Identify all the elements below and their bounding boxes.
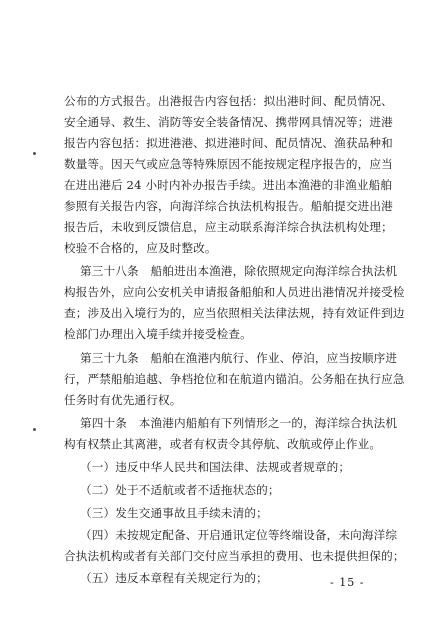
page-number: - 15 - (330, 576, 365, 589)
text-line: 构报告外，应向公安机关申请报备船舶和人员进出港情况并接受检 (64, 285, 405, 299)
text-line: 校验不合格的，应及时整改。 (64, 241, 217, 255)
text-line: 报告内容包括：拟进港港、拟进港时间、配员情况、渔获品种和 (64, 136, 393, 150)
text-line: 查；涉及出入境行为的，应当依照相关法律法规，持有效证件到边 (64, 306, 405, 320)
list-item-2: （二）处于不适航或者不适拖状态的； (80, 483, 280, 497)
text-line: 合执法机构或者有关部门交付应当承担的费用、也未提供担保的； (64, 549, 405, 563)
text-line: 公布的方式报告。出港报告内容包括：拟出港时间、配员情况、 (64, 94, 393, 108)
text-line: 安全通导、救生、消防等安全装备情况、携带网具情况等；进港 (64, 115, 393, 129)
text-line: 行，严禁船舶追越、争档抢位和在航道内锚泊。公务船在执行应急 (64, 372, 405, 386)
text-line: 构有权禁止其离港，或者有权责令其停航、改航或停止作业。 (64, 437, 382, 451)
text-line: 参照有关报告内容，向海洋综合执法机构报告。船舶提交进出港 (64, 199, 393, 213)
list-item-4: （四）未按规定配备、开启通讯定位等终端设备，未向海洋综 (80, 528, 398, 542)
article-39-heading-line: 第三十九条 船舶在渔港内航行、作业、停泊，应当按顺序进 (80, 351, 398, 365)
list-item-3: （三）发生交通事故且手续未清的； (80, 506, 268, 520)
list-item-1: （一）违反中华人民共和国法律、法规或者规章的； (80, 460, 351, 474)
article-40-heading-line: 第四十条 本渔港内船舶有下列情形之一的，海洋综合执法机 (80, 416, 398, 430)
text-line: 任务时有优先通行权。 (64, 393, 182, 407)
scan-mark (33, 152, 36, 155)
scan-mark (33, 428, 36, 431)
text-line: 数量等。因天气或应急等特殊原因不能按规定程序报告的，应当 (64, 157, 393, 171)
text-line: 在进出港后 24 小时内补办报告手续。进出本渔港的非渔业船舶 (64, 178, 393, 192)
text-line: 报告后，未收到反馈信息，应主动联系海洋综合执法机构处理； (64, 220, 393, 234)
text-line: 检部门办理出入境手续并接受检查。 (64, 327, 252, 341)
article-38-heading-line: 第三十八条 船舶进出本渔港，除依照规定向海洋综合执法机 (80, 264, 398, 278)
list-item-5: （五）违反本章程有关规定行为的； (80, 571, 268, 585)
